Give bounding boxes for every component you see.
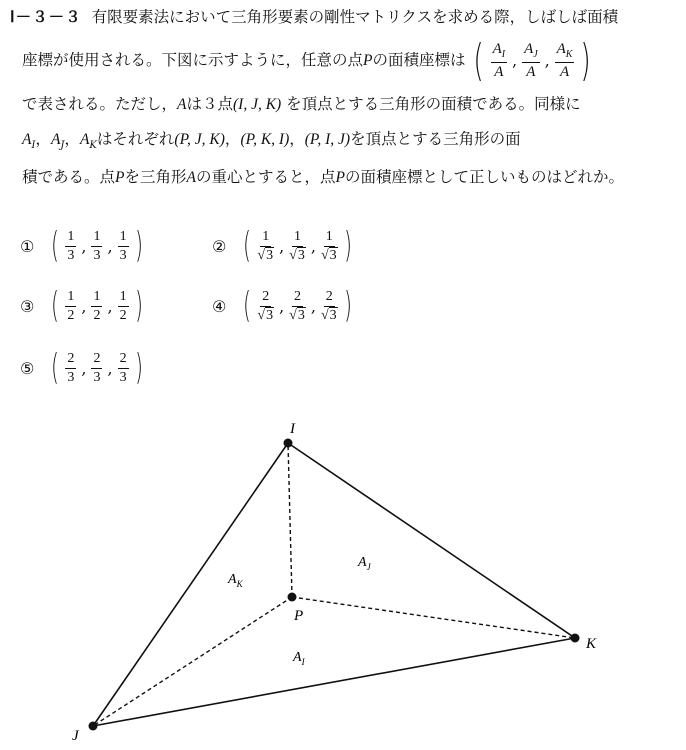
triangle-edges: [93, 443, 575, 726]
option-1[interactable]: ① ( $\frac{1}{3}$ , $\frac{1}{3}$ , $\frac{1}{3}$ ): [20, 225, 143, 266]
edge-j-k: [93, 638, 575, 726]
vertex-triple-pki: (P, K, I): [240, 131, 290, 148]
label-j: J: [72, 728, 79, 744]
question-line-5: 積である。点Pを三角形Aの重心とすると，点Pの面積座標として正しいものはどれか。: [22, 168, 624, 186]
coord-fraction-3: $\frac{A_K}{A}$: [556, 41, 573, 80]
area-a-ref: A: [177, 96, 187, 113]
vertex-triple-pjk: (P, J, K): [174, 131, 225, 148]
question-text-2a: 座標が使用される。下図に示すように，任意の点: [22, 51, 364, 69]
label-k: K: [586, 636, 597, 652]
question-text-1: 有限要素法において三角形要素の剛性マトリクスを求める際，しばしば面積: [91, 8, 619, 26]
vertex-i-dot: [284, 439, 293, 448]
question-text-4b: を頂点とする三角形の面: [350, 130, 521, 148]
point-p-ref: P: [363, 52, 373, 69]
coord-fraction-1: $\frac{A_I}{A}$: [492, 41, 506, 80]
edge-i-j: [93, 443, 288, 726]
question-text-4a: はそれぞれ: [96, 130, 175, 148]
option-2[interactable]: ② ( $\frac{1}{√3}$ , $\frac{1}{√3}$ , $\frac{1}{√3}$ ): [212, 225, 352, 266]
right-paren: ): [580, 35, 592, 86]
label-area-ak: $A_K$: [228, 572, 243, 589]
vertex-j-dot: [89, 722, 98, 731]
option-5[interactable]: ⑤ ( $\frac{2}{3}$ , $\frac{2}{3}$ , $\frac{2}{3}$ ): [20, 347, 143, 388]
question-line-4: $A_I$，$A_J$，$A_K$はそれぞれ(P, J, K)，(P, K, I)，(P, I, J)を頂点とする三角形の面: [22, 130, 521, 151]
question-text-2b: の面積座標は: [372, 51, 466, 69]
question-line-2: 座標が使用される。下図に示すように，任意の点Pの面積座標は ( $\frac{A_I}{A}$ , $\frac{A_J}{A}$ , $\frac{A_K}{A}$ ): [22, 35, 592, 86]
label-area-aj: $A_J$: [358, 555, 371, 572]
question-id: Ⅰ－３－３: [10, 8, 82, 26]
coord-fraction-2: $\frac{A_J}{A}$: [524, 41, 538, 80]
dash-p-i: [288, 443, 292, 597]
option-3[interactable]: ③ ( $\frac{1}{2}$ , $\frac{1}{2}$ , $\frac{1}{2}$ ): [20, 285, 143, 326]
dash-p-j: [93, 597, 292, 726]
question-text-3b: は３点: [186, 95, 233, 113]
vertex-triple-ijk: (I, J, K): [233, 96, 282, 113]
label-area-ai: $A_I$: [293, 650, 305, 667]
label-p: P: [294, 608, 304, 624]
question-text-3c: を頂点とする三角形の面積である。同様に: [286, 95, 581, 113]
edge-i-k: [288, 443, 575, 638]
label-i: I: [290, 421, 295, 437]
dashed-lines: [93, 443, 575, 726]
left-paren: (: [473, 35, 485, 86]
question-text-3a: で表される。ただし，: [22, 95, 178, 113]
vertex-k-dot: [571, 634, 580, 643]
dash-p-k: [292, 597, 575, 638]
vertex-triple-pij: (P, I, J): [304, 131, 351, 148]
option-4[interactable]: ④ ( $\frac{2}{√3}$ , $\frac{2}{√3}$ , $\frac{2}{√3}$ ): [212, 285, 352, 326]
point-p-dot: [288, 593, 297, 602]
